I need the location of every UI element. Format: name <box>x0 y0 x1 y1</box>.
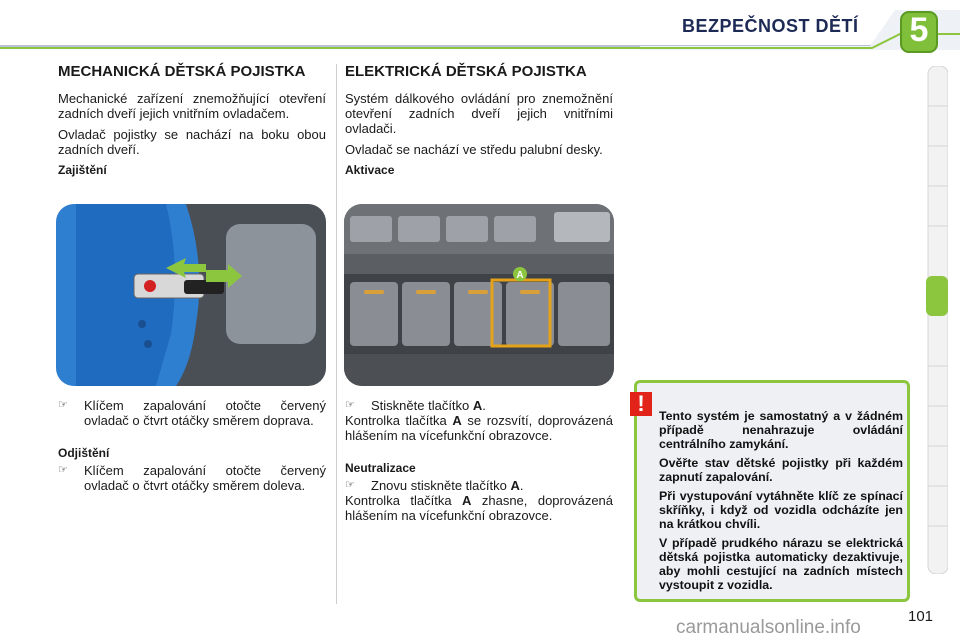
pointing-hand-icon: ☞ <box>58 464 68 476</box>
neutral-step: ☞ Znovu stiskněte tlačítko A. <box>345 478 524 493</box>
activate-step: ☞ Stiskněte tlačítko A. <box>345 398 486 413</box>
note-para-4: V případě prudkého nárazu se elektrická dětská pojistka automaticky dezaktivuje, aby mohli cestující na zadních místech vystoupit z vozidla. <box>659 536 903 592</box>
activate-step-text: Stiskněte tlačítko <box>371 398 470 413</box>
pointing-hand-icon: ☞ <box>345 479 355 491</box>
lock-step <box>58 398 326 428</box>
note-para-3: Při vystupování vytáhněte klíč ze spínací skříňky, i když od vozidla odcházíte jen na krátkou chvíli. <box>659 489 903 531</box>
chapter-title: BEZPEČNOST DĚTÍ <box>682 16 859 36</box>
door-lock-photo <box>56 204 326 386</box>
dashboard-buttons-photo <box>344 204 614 386</box>
electric-location: Ovladač se nachází ve středu palubní desky. <box>345 142 603 157</box>
chapter-number: 5 <box>909 11 929 49</box>
chapter-tabs <box>926 66 948 574</box>
electric-heading: ELEKTRICKÁ DĚTSKÁ POJISTKA <box>345 63 587 80</box>
column-divider <box>336 64 337 604</box>
left-lower <box>58 398 326 493</box>
watermark: carmanualsonline.info <box>676 617 861 638</box>
unlock-step <box>58 463 326 493</box>
warning-icon: ! <box>630 392 652 416</box>
right-column <box>345 62 613 178</box>
note-para-2: Ověřte stav dětské pojistky při každém zapnutí zapalování. <box>659 456 903 484</box>
neutral-subheading: Neutralizace <box>345 461 416 475</box>
right-lower <box>345 398 613 523</box>
activate-result: Kontrolka tlačítka A se rozsvítí, doprovázená hlášením na vícefunkční obrazovce. <box>345 413 613 443</box>
electric-intro: Systém dálkového ovládání pro znemožnění otevření zadních dveří jejich vnitřními ovladači. <box>345 91 613 136</box>
mechanical-location: Ovladač pojistky se nachází na boku obou zadních dveří. <box>58 127 326 157</box>
activate-subheading: Aktivace <box>345 163 395 177</box>
pointing-hand-icon: ☞ <box>345 399 355 411</box>
neutral-step-text: Znovu stiskněte tlačítko <box>371 478 507 493</box>
unlock-subheading: Odjištění <box>58 446 110 460</box>
lock-step-text: Klíčem zapalování otočte červený ovladač o čtvrt otáčky směrem doprava. <box>84 398 326 428</box>
lock-subheading: Zajištění <box>58 163 107 177</box>
mechanical-intro: Mechanické zařízení znemožňující otevření zadních dveří jejich vnitřním ovladačem. <box>58 91 326 121</box>
button-a-label: A <box>516 270 524 281</box>
unlock-step-text: Klíčem zapalování otočte červený ovladač o čtvrt otáčky směrem doleva. <box>84 463 326 493</box>
neutral-result: Kontrolka tlačítka A zhasne, doprovázená hlášením na vícefunkční obrazovce. <box>345 493 614 523</box>
key-a: A <box>510 478 520 493</box>
page-number: 101 <box>908 608 934 625</box>
key-a: A <box>472 398 483 413</box>
warning-note <box>634 380 910 602</box>
left-column <box>58 62 326 178</box>
pointing-hand-icon: ☞ <box>58 399 68 411</box>
mechanical-heading: MECHANICKÁ DĚTSKÁ POJISTKA <box>58 63 306 80</box>
note-para-1: Tento systém je samostatný a v žádném případě nenahrazuje ovládání centrálního zamykání. <box>659 409 903 451</box>
